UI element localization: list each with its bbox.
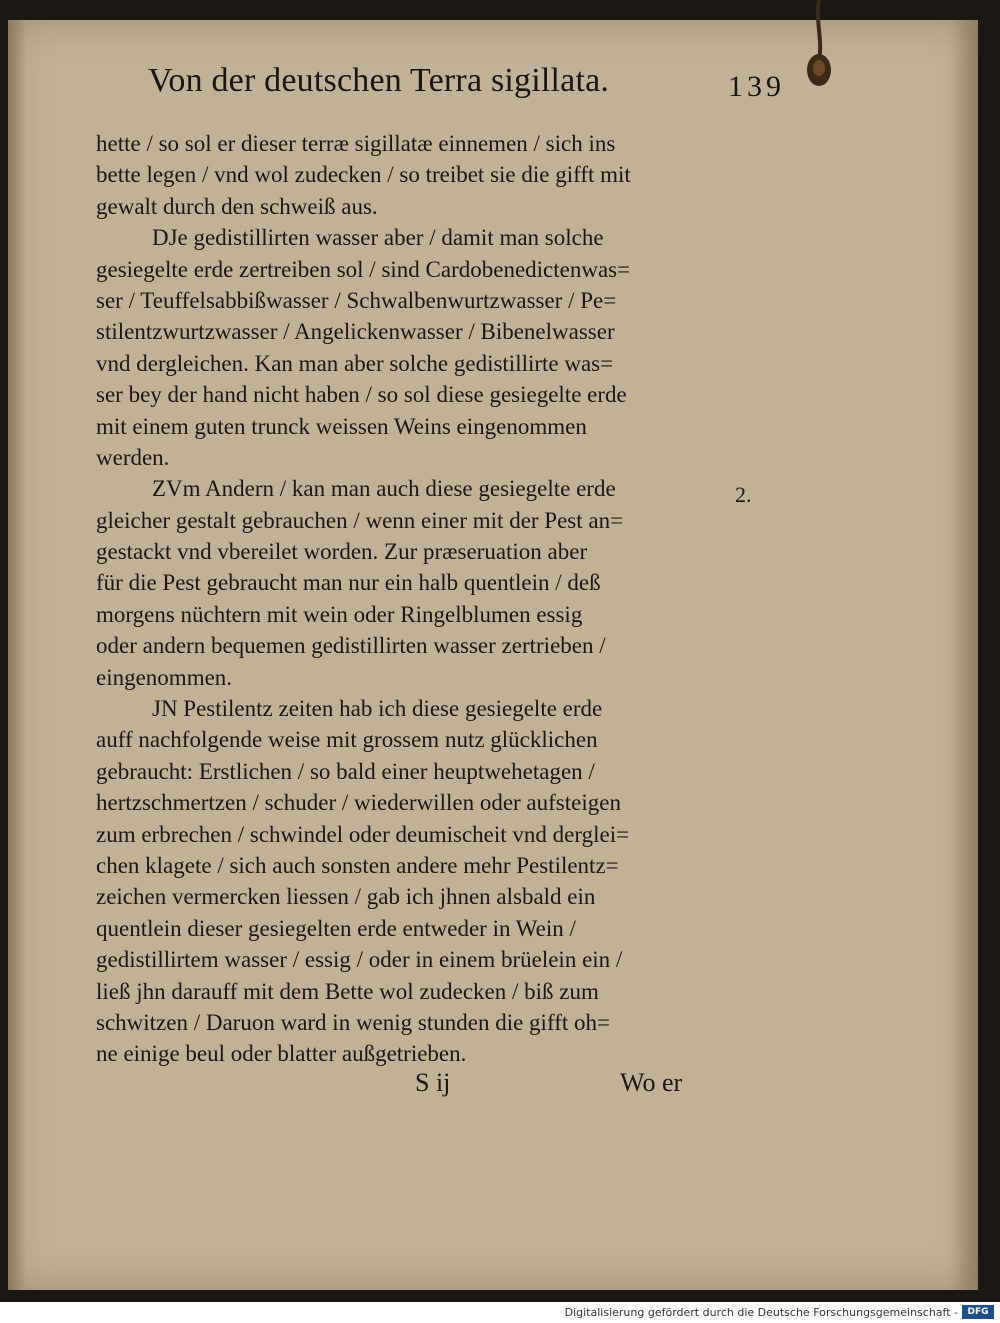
text-line: eingenommen.: [96, 664, 233, 690]
text-line: gebraucht: Erstlichen / so bald einer heuptwehetagen /: [96, 758, 595, 784]
page-shadow-right: [950, 20, 978, 1290]
text-line: stilentzwurtzwasser / Angelickenwasser / Bibenelwasser: [96, 319, 615, 345]
running-head: Von der deutschen Terra sigillata.: [148, 62, 610, 99]
text-line: morgens nüchtern mit wein oder Ringelblumen essig: [96, 601, 583, 627]
text-line: zum erbrechen / schwindel oder deumischeit vnd derglei=: [96, 821, 630, 847]
text-line: gedistillirtem wasser / essig / oder in einem brüelein ein /: [96, 947, 623, 973]
text-line: gestackt vnd vbereilet worden. Zur præseruation aber: [96, 539, 588, 565]
text-line: oder andern bequemen gedistillirten wasser zertrieben /: [96, 633, 606, 659]
dfg-logo: DFG: [962, 1305, 994, 1319]
text-line: ser / Teuffelsabbißwasser / Schwalbenwurtzwasser / Pe=: [96, 287, 617, 313]
text-line: auff nachfolgende weise mit grossem nutz glücklichen: [96, 727, 598, 753]
paragraph-start-line: DJe gedistillirten wasser aber / damit man solche: [152, 225, 604, 251]
text-line: werden.: [96, 444, 170, 470]
text-line: ser bey der hand nicht haben / so sol diese gesiegelte erde: [96, 382, 627, 408]
funding-credit: Digitalisierung gefördert durch die Deutsche Forschungsgemeinschaft -: [564, 1306, 958, 1319]
text-line: vnd dergleichen. Kan man aber solche gedistillirte was=: [96, 350, 614, 376]
body-text: [96, 128, 706, 1070]
text-line: gleicher gestalt gebrauchen / wenn einer mit der Pest an=: [96, 507, 624, 533]
footer-bar: [0, 1302, 1000, 1323]
text-line: hette / so sol er dieser terræ sigillatæ einnemen / sich ins: [96, 131, 616, 156]
text-line: bette legen / vnd wol zudecken / so treibet sie die gifft mit: [96, 162, 631, 188]
catchword: Wo er: [620, 1068, 683, 1097]
text-line: schwitzen / Daruon ward in wenig stunden die gifft oh=: [96, 1009, 610, 1035]
text-line: mit einem guten trunck weissen Weins eingenommen: [96, 413, 587, 439]
text-line: chen klagete / sich auch sonsten andere mehr Pestilentz=: [96, 852, 619, 878]
page-header: [148, 62, 848, 112]
text-line: hertzschmertzen / schuder / wiederwillen oder aufsteigen: [96, 790, 621, 816]
text-line: zeichen vermercken liessen / gab ich jhnen alsbald ein: [96, 884, 596, 910]
text-line: gesiegelte erde zertreiben sol / sind Cardobenedictenwas=: [96, 256, 631, 282]
page-shadow-left: [8, 20, 26, 1290]
text-line: ne einige beul oder blatter außgetrieben.: [96, 1041, 467, 1067]
signature-mark: S ij: [415, 1068, 451, 1097]
page-number: 139: [728, 70, 785, 103]
catchwords: [415, 1068, 705, 1104]
text-line: quentlein dieser gesiegelten erde entweder in Wein /: [96, 915, 576, 941]
text-line: ließ jhn darauff mit dem Bette wol zudecken / biß zum: [96, 978, 599, 1004]
margin-note: 2.: [735, 482, 752, 507]
text-line: gewalt durch den schweiß aus.: [96, 193, 378, 219]
paragraph-start-line: ZVm Andern / kan man auch diese gesiegelte erde: [152, 476, 616, 502]
text-line: für die Pest gebraucht man nur ein halb quentlein / deß: [96, 570, 601, 596]
paragraph-start-line: JN Pestilentz zeiten hab ich diese gesiegelte erde: [152, 696, 603, 722]
